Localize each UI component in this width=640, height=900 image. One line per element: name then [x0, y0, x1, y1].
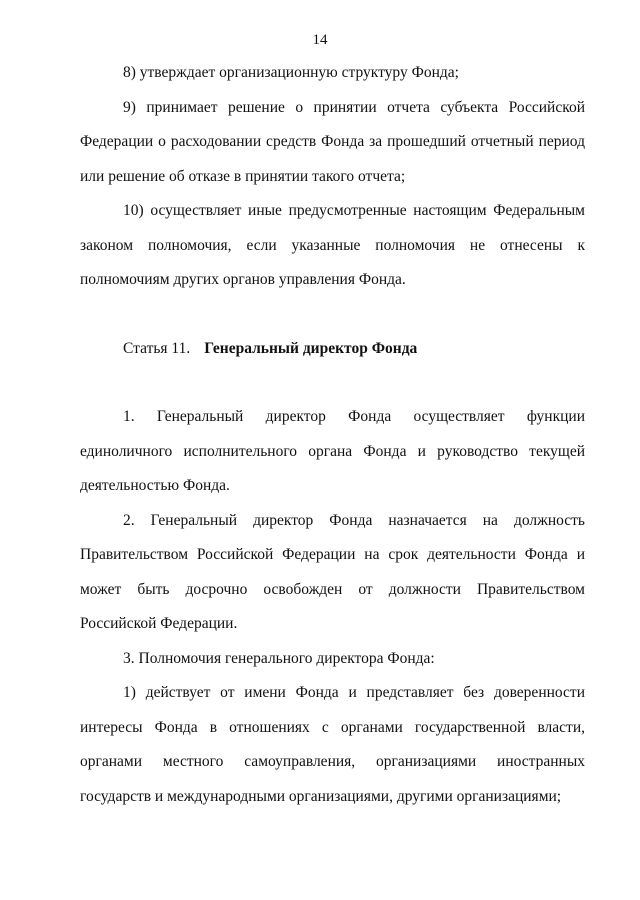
article-subitem-1: 1) действует от имени Фонда и представляет без доверенности интересы Фонда в отношениях с органами государственной власти, органами местного самоуправления, организациями иностранных государств и международными организациями, другими организациями;: [80, 684, 585, 805]
article-title: Генеральный директор Фонда: [204, 339, 418, 357]
article-paragraph-1: 1. Генеральный директор Фонда осуществляет функции единоличного исполнительного органа Фонда и руководство текущей деятельностью Фонда.: [80, 408, 585, 494]
article-number: Статья 11.: [123, 339, 191, 357]
article-heading: [80, 332, 585, 367]
page-number: 14: [312, 32, 328, 48]
section-spacer: [80, 298, 585, 332]
document-body: [80, 56, 585, 814]
paragraph-item-9: 9) принимает решение о принятии отчета субъекта Российской Федерации о расходовании средств Фонда за прошедший отчетный период или решение об отказе в принятии такого отчета;: [80, 98, 585, 185]
section-spacer: [80, 366, 585, 400]
paragraph-item-8: 8) утверждает организационную структуру Фонда;: [123, 64, 459, 81]
article-paragraph-3: 3. Полномочия генерального директора Фонда:: [123, 649, 435, 667]
paragraph-item-10: 10) осуществляет иные предусмотренные настоящим Федеральным законом полномочия, если указанные полномочия не отнесены к полномочиям других органов управления Фонда.: [80, 202, 585, 288]
article-paragraph-2: 2. Генеральный директор Фонда назначается на должность Правительством Российской Федерации на срок деятельности Фонда и может быть досрочно освобожден от должности Правительством Российской Федерации.: [80, 511, 585, 632]
